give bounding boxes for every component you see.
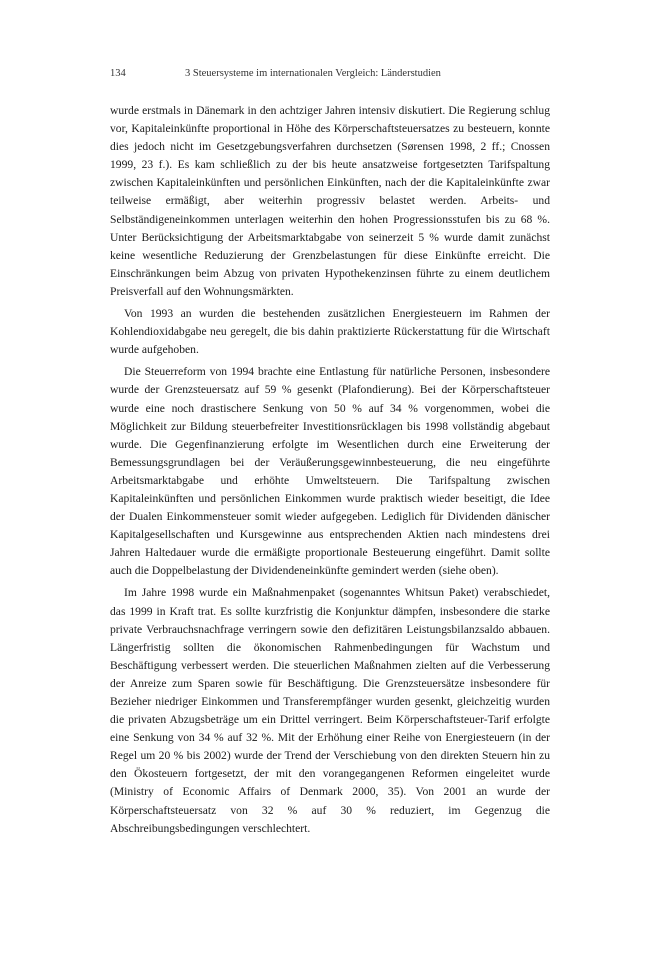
paragraph-continued: wurde erstmals in Dänemark in den achtziger Jahren intensiv diskutiert. Die Regierung schlug vor, Kapitaleinkünfte proportional in Höhe des Körperschaftsteuersatzes zu besteuern, konnte dies jedoch nicht im Gesetzgebungsverfahren durchsetzen (Sørensen 1998, 2 ff.; Cnossen 1999, 23 f.). Es kam schließlich zu der bis heute ansatzweise fortgesetzten Tarifspaltung zwischen Kapitaleinkünften und persönlichen Einkünften, nach der die Kapitaleinkünfte zwar teilweise ermäßigt, aber weiterhin progressiv belastet werden. Arbeits- und Selbständigeneinkommen unterlagen weiterhin den hohen Progressionsstufen bis zu 68 %. Unter Berücksichtigung der Arbeitsmarktabgabe von seinerzeit 5 % wurde damit zunächst keine wesentliche Reduzierung der Grenzbelastungen für diese Einkünfte erreicht. Die Einschränkungen beim Abzug von privaten Hypothekenzinsen führte zu einem deutlichem Preisverfall auf den Wohnungsmärkten. <box>110 104 550 298</box>
page-header <box>110 66 550 82</box>
paragraph-1994: Die Steuerreform von 1994 brachte eine Entlastung für natürliche Personen, insbesondere wurde der Grenzsteuersatz auf 59 % gesenkt (Plafondierung). Bei der Körperschaftsteuer wurde eine noch drastischere Senkung von 50 % auf 34 % vorgenommen, wobei die Möglichkeit zur Bildung steuerbefreiter Investitionsrücklagen bis 1998 vollständig abgebaut wurde. Die Gegenfinanzierung erfolgte im Wesentlichen durch eine Erweiterung der Bemessungsgrundlagen bei der Veräußerungsgewinnbesteuerung, die neu eingeführte Arbeitsmarktabgabe und erhöhte Umweltsteuern. Die Tarifspaltung zwischen Kapitaleinkünften und persönlichen Einkommen wurde praktisch wieder beseitigt, die Idee der Dualen Einkommensteuer somit wieder aufgegeben. Lediglich für Dividenden dänischer Kapitalgesellschaften und Kursgewinne aus entsprechenden Aktien nach mindestens drei Jahren Haltedauer wurde die ermäßigte proportionale Besteuerung eingeführt. Damit sollte auch die Doppelbelastung der Dividendeneinkünfte gemindert werden (siehe oben). <box>110 365 550 578</box>
paragraph-1993: Von 1993 an wurden die bestehenden zusätzlichen Energiesteuern im Rahmen der Kohlendioxidabgabe neu geregelt, die bis dahin praktizierte Rückerstattung für die Wirtschaft wurde aufgehoben. <box>110 307 550 357</box>
body-text <box>110 102 550 842</box>
paragraph-1998: Im Jahre 1998 wurde ein Maßnahmenpaket (sogenanntes Whitsun Paket) verabschiedet, das 1999 in Kraft trat. Es sollte kurzfristig die Konjunktur dämpfen, insbesondere die starke private Verbrauchsnachfrage verringern sowie den defizitären Leistungsbilanzsaldo abbauen. Längerfristig sollten die ökonomischen Rahmenbedingungen für Wachstum und Beschäftigung verbessert werden. Die steuerlichen Maßnahmen zielten auf die Verbesserung der Anreize zum Sparen sowie für Beschäftigung. Die Grenzsteuersätze insbesondere für Bezieher niedriger Einkommen und Transferempfänger wurden gesenkt, gleichzeitig wurden die privaten Abzugsbeträge um ein Drittel verringert. Beim Körperschaftsteuer-Tarif erfolgte eine Senkung von 34 % auf 32 %. Mit der Erhöhung einer Reihe von Energiesteuern (in der Regel um 20 % bis 2002) wurde der Trend der Verschiebung von den direkten Steuern hin zu den Ökosteuern fortgesetzt, der mit den vorangegangenen Reformen eingeleitet wurde (Ministry of Economic Affairs of Denmark 2000, 35). Von 2001 an wurde der Körperschaftsteuersatz von 32 % auf 30 % reduziert, im Gegenzug die Abschreibungsbedingungen verschlechtert. <box>110 586 550 835</box>
running-title: 3 Steuersysteme im internationalen Vergleich: Länderstudien <box>185 68 441 79</box>
page-number: 134 <box>110 68 126 79</box>
